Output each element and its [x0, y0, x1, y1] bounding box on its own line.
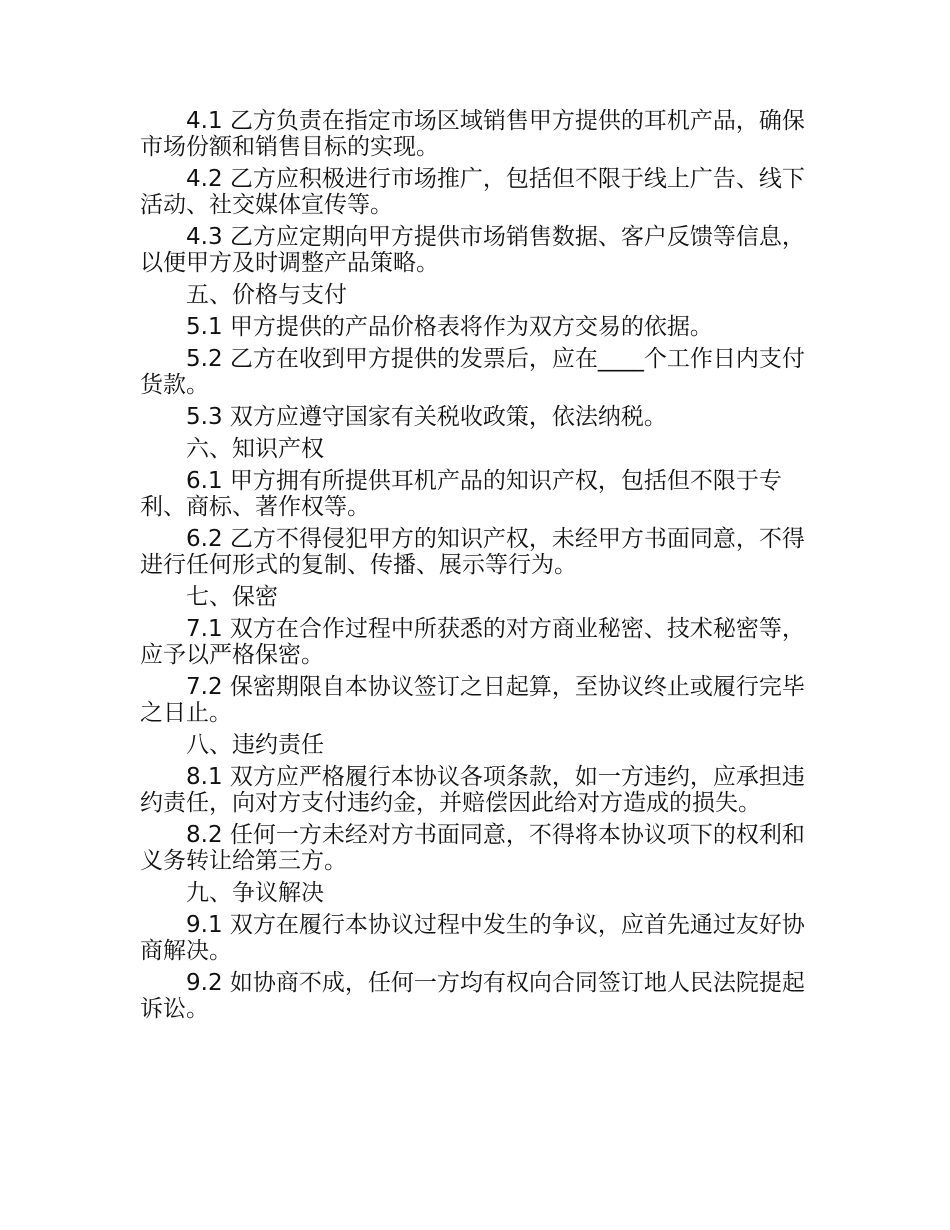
clause-7-1: 7.1 双方在合作过程中所获悉的对方商业秘密、技术秘密等，应予以严格保密。 — [140, 616, 805, 668]
clause-5-1: 5.1 甲方提供的产品价格表将作为双方交易的依据。 — [186, 314, 713, 340]
clause-4-3: 4.3 乙方应定期向甲方提供市场销售数据、客户反馈等信息，以便甲方及时调整产品策略。 — [140, 224, 805, 276]
section-heading-7: 七、保密 — [186, 584, 278, 610]
clause-5-3: 5.3 双方应遵守国家有关税收政策，依法纳税。 — [186, 404, 667, 430]
clause-4-2: 4.2 乙方应积极进行市场推广，包括但不限于线上广告、线下活动、社交媒体宣传等。 — [140, 166, 805, 218]
clause-8-2: 8.2 任何一方未经对方书面同意，不得将本协议项下的权利和义务转让给第三方。 — [140, 822, 805, 874]
document-body — [140, 108, 810, 1028]
clause-5-2: 5.2 乙方在收到甲方提供的发票后，应在____个工作日内支付货款。 — [140, 346, 805, 398]
clause-6-2: 6.2 乙方不得侵犯甲方的知识产权，未经甲方书面同意，不得进行任何形式的复制、传播、展示等行为。 — [140, 526, 805, 578]
clause-7-2: 7.2 保密期限自本协议签订之日起算，至协议终止或履行完毕之日止。 — [140, 674, 805, 726]
clause-6-1: 6.1 甲方拥有所提供耳机产品的知识产权，包括但不限于专利、商标、著作权等。 — [140, 468, 782, 520]
clause-4-1: 4.1 乙方负责在指定市场区域销售甲方提供的耳机产品，确保市场份额和销售目标的实现。 — [140, 108, 805, 160]
section-heading-5: 五、价格与支付 — [186, 282, 347, 308]
clause-8-1: 8.1 双方应严格履行本协议各项条款，如一方违约，应承担违约责任，向对方支付违约金，并赔偿因此给对方造成的损失。 — [140, 764, 805, 816]
section-heading-8: 八、违约责任 — [186, 732, 324, 758]
section-heading-9: 九、争议解决 — [186, 880, 324, 906]
clause-9-1: 9.1 双方在履行本协议过程中发生的争议，应首先通过友好协商解决。 — [140, 912, 805, 964]
section-heading-6: 六、知识产权 — [186, 436, 324, 462]
clause-9-2: 9.2 如协商不成，任何一方均有权向合同签订地人民法院提起诉讼。 — [140, 970, 805, 1022]
